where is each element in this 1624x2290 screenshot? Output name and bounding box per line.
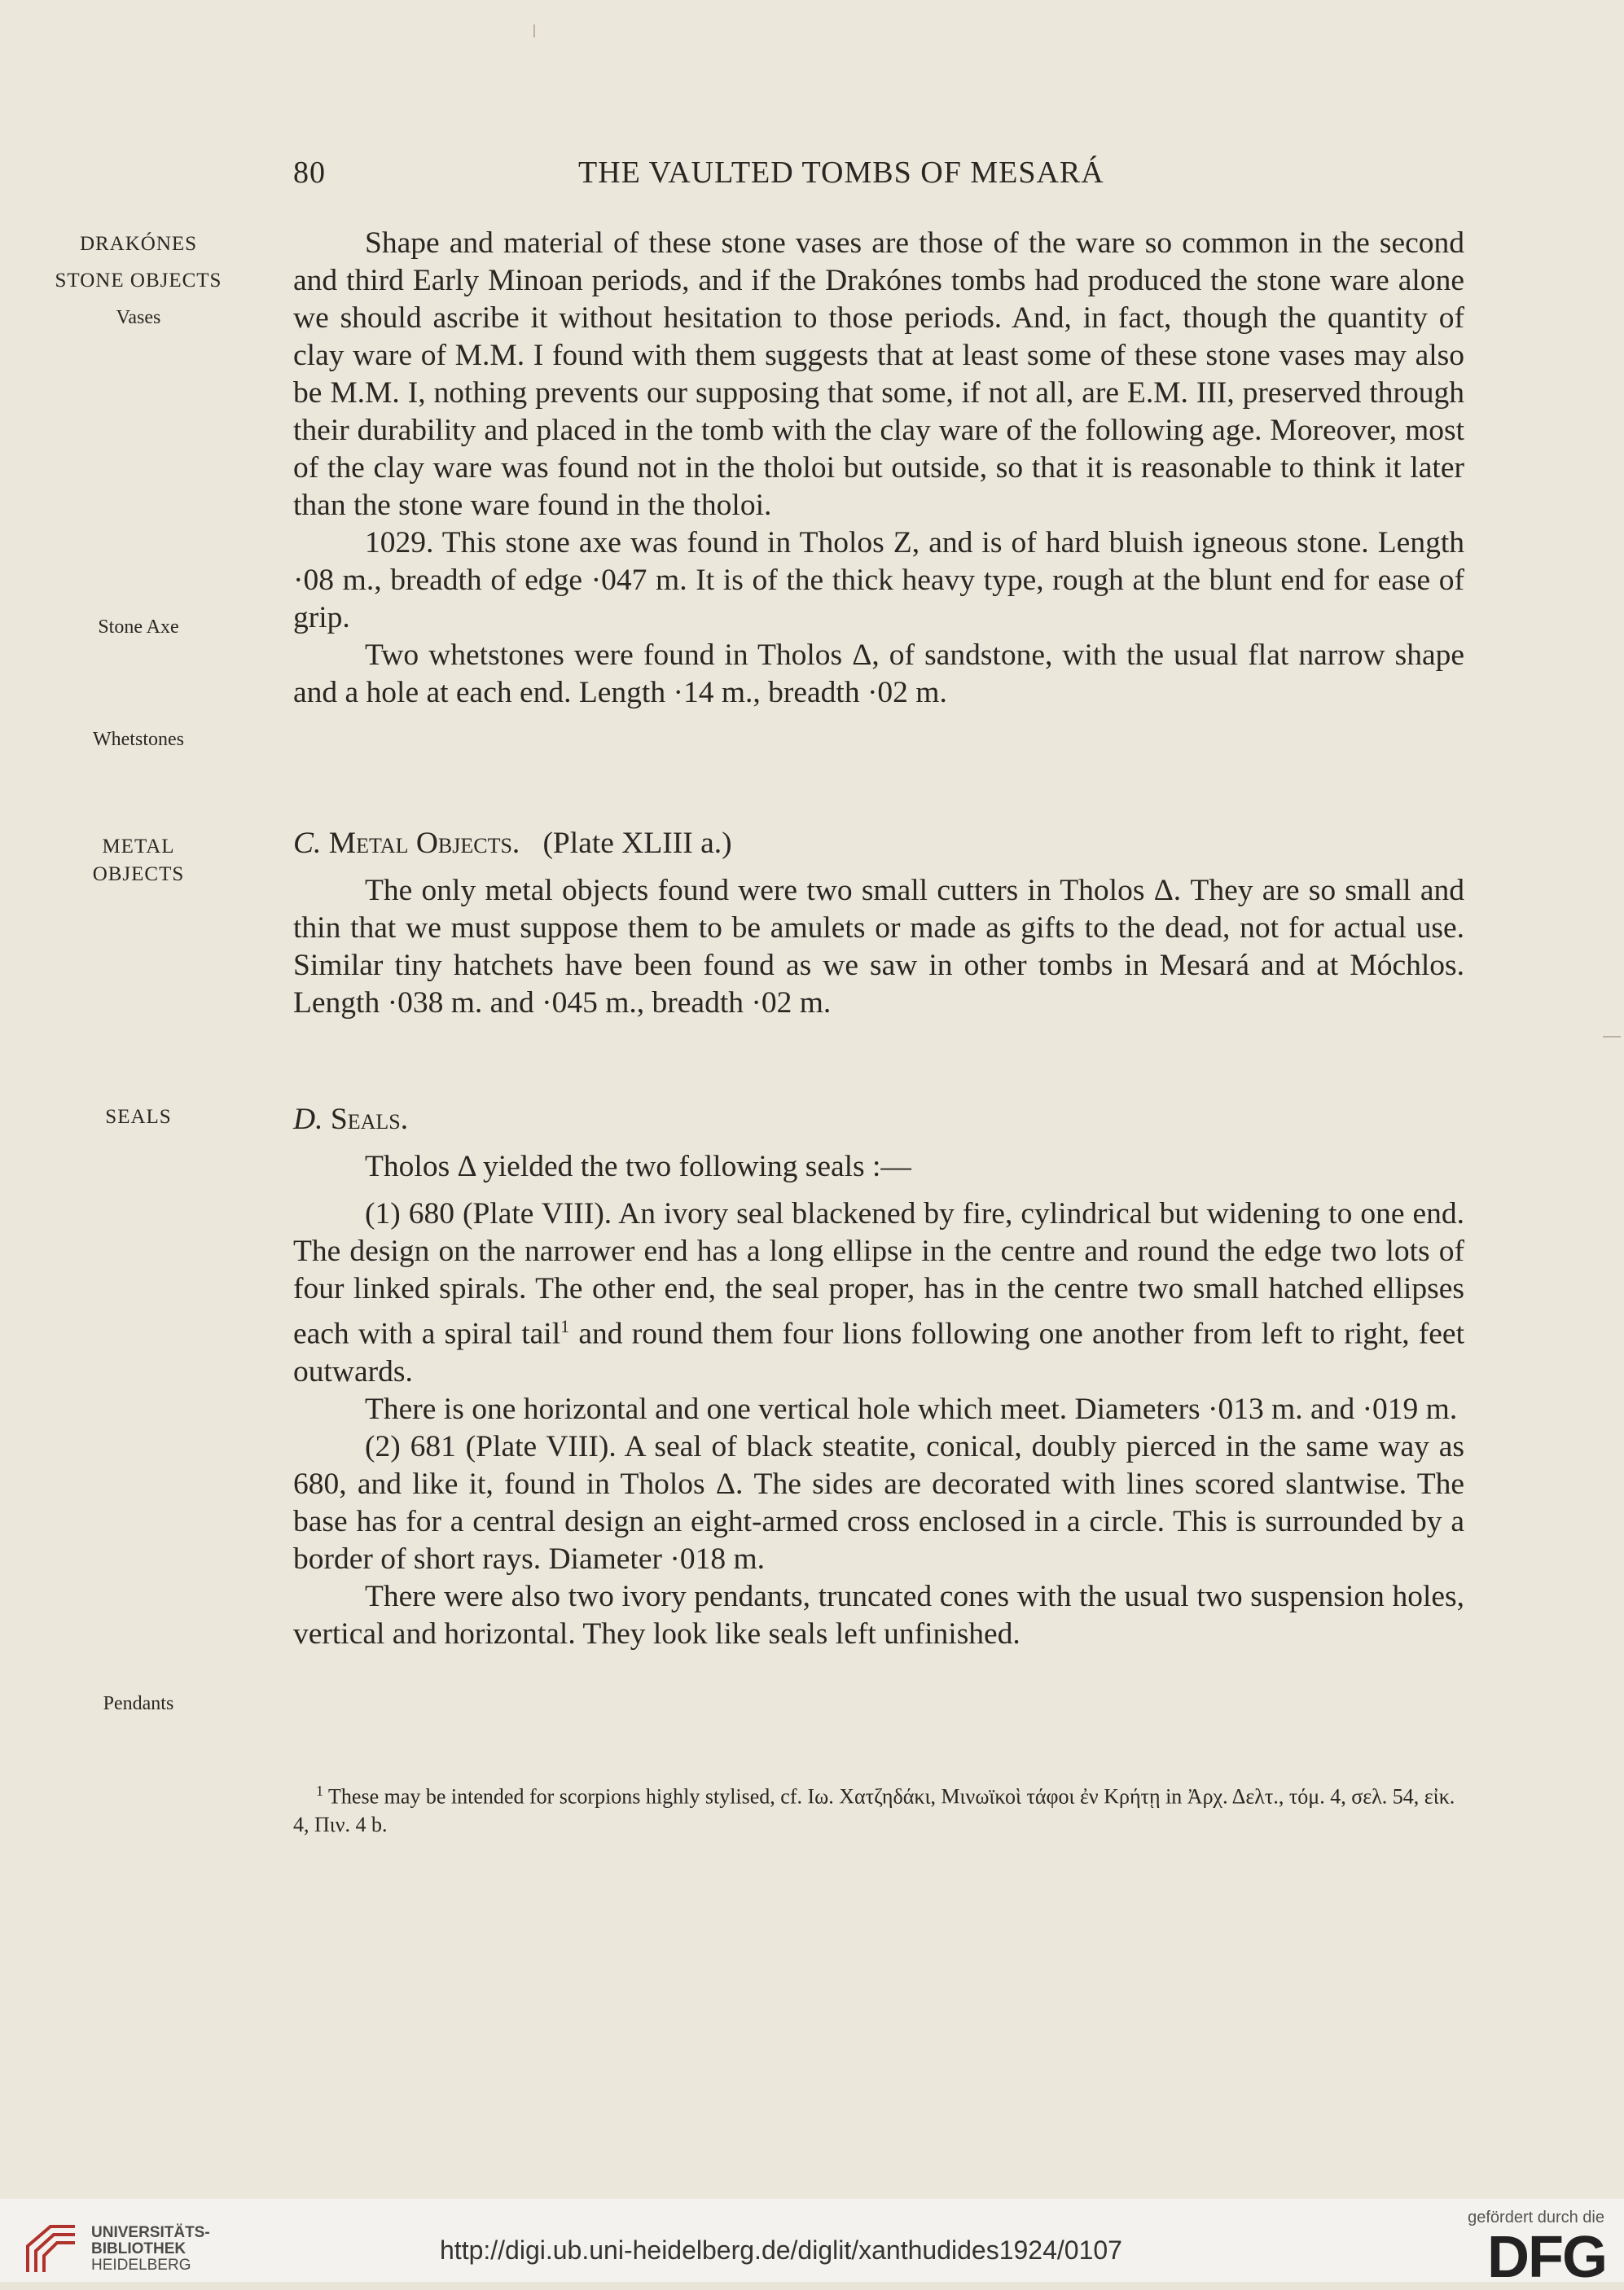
footnote bbox=[293, 1777, 1466, 1839]
margin-note-stone-objects: STONE OBJECTS bbox=[55, 270, 222, 292]
section-stone-vases bbox=[293, 225, 1464, 712]
library-name bbox=[91, 2225, 210, 2274]
heading-letter-d: D. bbox=[293, 1103, 323, 1136]
paragraph-seal-2: (2) 681 (Plate VIII). A seal of black steatite, conical, doubly pierced in the same way as 680, and like it, found in Tholos Δ. The sides are decorated with lines scored slantwise. The base has for a central design an eight-armed cross enclosed in a circle. This is surrounded by a border of short rays. Diameter ·018 m. bbox=[293, 1429, 1464, 1576]
dfg-logo: DFG bbox=[1487, 2225, 1606, 2290]
margin-note-vases: Vases bbox=[116, 307, 161, 328]
paragraph-vases: Shape and material of these stone vases are those of the ware so common in the second and third Early Minoan periods, and if the Drakónes tombs had produced the stone ware alone we should ascribe it without hesitation to those periods. And, in fact, though the quantity of clay ware of M.M. I found with them suggests that at least some of these stone vases may also be M.M. I, nothing prevents our supposing that some, if not all, are E.M. III, preserved through their durability and placed in the tomb with the clay ware of the following age. Moreover, most of the clay ware was found not in the tholoi but outside, so that it is reasonable to think it later than the stone ware found in the tholoi. bbox=[293, 226, 1464, 522]
heading-title-seals: Seals. bbox=[330, 1103, 409, 1136]
scan-speck bbox=[533, 24, 535, 37]
library-name-line-2: BIBLIOTHEK bbox=[91, 2240, 187, 2257]
paragraph-seals-intro: Tholos Δ yielded the two following seals :— bbox=[365, 1150, 911, 1183]
heading-seals bbox=[293, 1101, 1464, 1138]
heading-metal-objects bbox=[293, 825, 1464, 862]
margin-note-stone-axe: Stone Axe bbox=[98, 616, 179, 638]
permalink-url[interactable]: http://digi.ub.uni-heidelberg.de/diglit/xanthudides1924/0107 bbox=[440, 2235, 1122, 2265]
heading-title-metal: Metal Objects. bbox=[328, 827, 520, 860]
scan-speck bbox=[1603, 1036, 1621, 1038]
page-number: 80 bbox=[293, 156, 326, 190]
paragraph-stone-axe: 1029. This stone axe was found in Tholos Z, and is of hard bluish igneous stone. Length ·08 m., breadth of edge ·047 m. It is of the thick heavy type, rough at the blunt end for ease of grip. bbox=[293, 526, 1464, 634]
seal-1-text-b: and round them four lions following one another from left to right, feet outwards. bbox=[293, 1317, 1464, 1388]
footnote-marker: 1 bbox=[316, 1783, 323, 1799]
margin-note-whetstones: Whetstones bbox=[93, 729, 184, 750]
university-library-logo-icon bbox=[23, 2222, 83, 2275]
library-name-line-3: HEIDELBERG bbox=[91, 2257, 191, 2274]
footnote-text: These may be intended for scorpions highly stylised, cf. Ιω. Χατζηδάκι, Μινωϊκοὶ τάφοι ἐν Κρήτῃ in Ἀρχ. Δελτ., τόμ. 4, σελ. 54, εἰκ. 4, Πιν. 4 b. bbox=[293, 1784, 1455, 1836]
library-name-line-1: UNIVERSITÄTS- bbox=[91, 2224, 210, 2241]
seal-1-text-a: (1) 680 (Plate VIII). An ivory seal blackened by fire, cylindrical but widening to one end. The design on the narrower end has a long ellipse in the centre and round the edge two lots of four linked spirals. The other end, the seal proper, has in the centre two small hatched ellipses each with a spiral tail bbox=[293, 1197, 1464, 1351]
paragraph-pendants: There were also two ivory pendants, truncated cones with the usual two suspension holes, vertical and horizontal. They look like seals left unfinished. bbox=[293, 1579, 1464, 1651]
paragraph-seal-1-holes: There is one horizontal and one vertical hole which meet. Diameters ·013 m. and ·019 m. bbox=[365, 1392, 1458, 1426]
heading-letter-c: C. bbox=[293, 827, 322, 860]
running-title: THE VAULTED TOMBS OF MESARÁ bbox=[578, 156, 1104, 190]
funded-by-label: gefördert durch die bbox=[1468, 2209, 1604, 2226]
paragraph-whetstones: Two whetstones were found in Tholos Δ, of sandstone, with the usual flat narrow shape and a hole at each end. Length ·14 m., breadth ·02 m. bbox=[293, 638, 1464, 709]
footnote-reference: 1 bbox=[560, 1316, 570, 1336]
margin-note-seals: SEALS bbox=[105, 1106, 172, 1128]
margin-note-pendants: Pendants bbox=[103, 1693, 174, 1714]
section-metal-objects bbox=[293, 825, 1464, 1022]
section-seals bbox=[293, 1101, 1464, 1653]
margin-note-drakones: DRAKÓNES bbox=[79, 233, 198, 255]
margin-note-metal: METAL bbox=[102, 836, 175, 858]
paragraph-metal: The only metal objects found were two small cutters in Tholos Δ. They are so small and thin that we must suppose them to be amulets or made as gifts to the dead, not for actual use. Similar tiny hatchets have been found as we saw in other tombs in Mesará and at Móchlos. Length ·038 m. and ·045 m., breadth ·02 m. bbox=[293, 874, 1464, 1020]
heading-plate-ref: (Plate XLIII a.) bbox=[542, 827, 732, 860]
paragraph-seal-1 bbox=[293, 1195, 1464, 1391]
margin-note-objects: OBJECTS bbox=[92, 863, 185, 885]
